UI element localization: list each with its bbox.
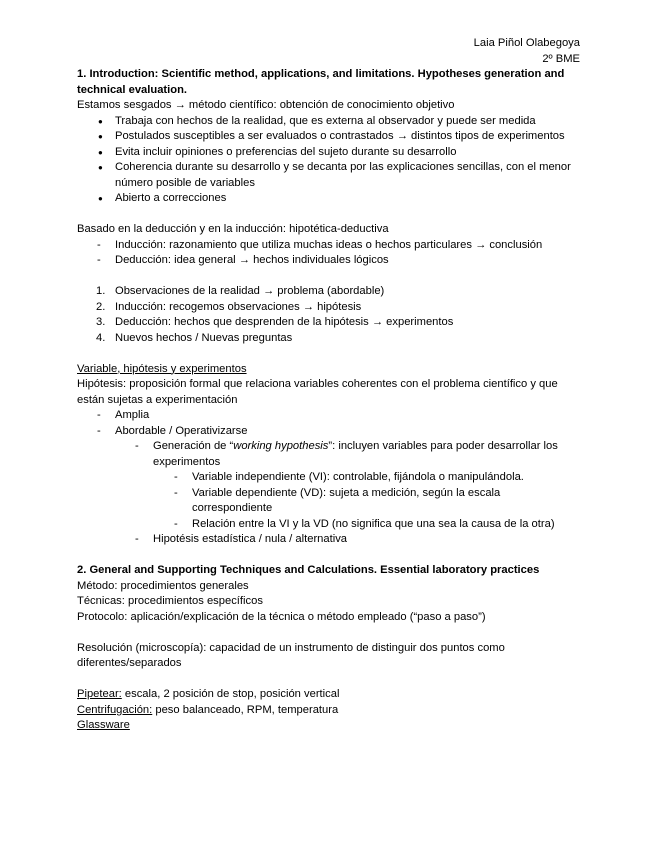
hypothesis-definition: Hipótesis: proposición formal que relaciona variables coherentes con el problema científico y que están sujetas a experimentación — [77, 378, 558, 406]
list-item: - Amplia — [77, 408, 580, 424]
list-item: - Variable dependiente (VD): sujeta a medición, según la escala correspondiente — [77, 486, 580, 517]
method-bullets — [77, 114, 580, 207]
list-item: - Hipotésis estadística / nula / alternativa — [77, 532, 580, 548]
list-item: 2. Inducción: recogemos observaciones → hipótesis — [96, 300, 362, 313]
intro-line: Estamos sesgados → método científico: obtención de conocimiento objetivo — [77, 99, 455, 111]
section-2-title: 2. General and Supporting Techniques and Calculations. Essential laboratory practices — [77, 564, 540, 576]
section-1-title: 1. Introduction: Scientific method, applications, and limitations. Hypotheses generation and technical evaluation. — [77, 68, 565, 96]
list-item: - Inducción: razonamiento que utiliza muchas ideas o hechos particulares → conclusión — [77, 238, 580, 254]
centrifugacion-line: Centrifugación: peso balanceado, RPM, temperatura — [77, 703, 339, 716]
list-item: ● Evita incluir opiniones o preferencias del sujeto durante su desarrollo — [77, 145, 580, 161]
variables-heading: Variable, hipótesis y experimentos — [77, 362, 247, 375]
list-item: ● Trabaja con hechos de la realidad, que es externa al observador y puede ser medida — [77, 114, 580, 130]
metodo-line: Método: procedimientos generales — [77, 579, 249, 592]
resolucion-line: Resolución (microscopía): capacidad de un instrumento de distinguir dos puntos como diferentes/separados — [77, 641, 505, 669]
list-item: - Relación entre la VI y la VD (no significa que una sea la causa de la otra) — [77, 517, 580, 533]
pipetear-line: Pipetear: escala, 2 posición de stop, posición vertical — [77, 688, 340, 700]
glassware-heading: Glassware — [77, 719, 130, 731]
list-item: ● Abierto a correcciones — [77, 191, 580, 207]
working-hypothesis-list — [77, 439, 580, 470]
list-item: ● Postulados susceptibles a ser evaluados o contrastados → distintos tipos de experimentos — [77, 129, 580, 145]
reasoning-list — [77, 238, 580, 269]
list-item: - Variable independiente (VI): controlable, fijándola o manipulándola. — [77, 470, 580, 486]
stat-hypothesis-list — [77, 532, 580, 548]
variables-list — [77, 470, 580, 532]
author-name: Laia Piñol Olabegoya — [473, 37, 580, 49]
course-label: 2º BME — [542, 52, 580, 65]
list-item: 3. Deducción: hechos que desprenden de la hipótesis → experimentos — [96, 316, 454, 328]
protocolo-line: Protocolo: aplicación/explicación de la técnica o método empleado (“paso a paso”) — [77, 610, 486, 623]
list-item: - Deducción: idea general → hechos individuales lógicos — [77, 253, 580, 269]
list-item: 4. Nuevos hechos / Nuevas preguntas — [96, 331, 293, 344]
tecnicas-line: Técnicas: procedimientos específicos — [77, 595, 263, 607]
list-item: - Generación de “working hypothesis”: incluyen variables para poder desarrollar los experimentos — [77, 439, 580, 470]
document — [77, 36, 580, 734]
list-item: ● Coherencia durante su desarrollo y se decanta por las explicaciones sencillas, con el menor número posible de variables — [77, 160, 580, 191]
based-line: Basado en la deducción y en la inducción: hipotética-deductiva — [77, 223, 389, 235]
steps-list — [77, 284, 580, 346]
list-item: 1. Observaciones de la realidad → problema (abordable) — [96, 285, 385, 297]
hypothesis-list — [77, 408, 580, 439]
list-item: - Abordable / Operativizarse — [77, 424, 580, 440]
